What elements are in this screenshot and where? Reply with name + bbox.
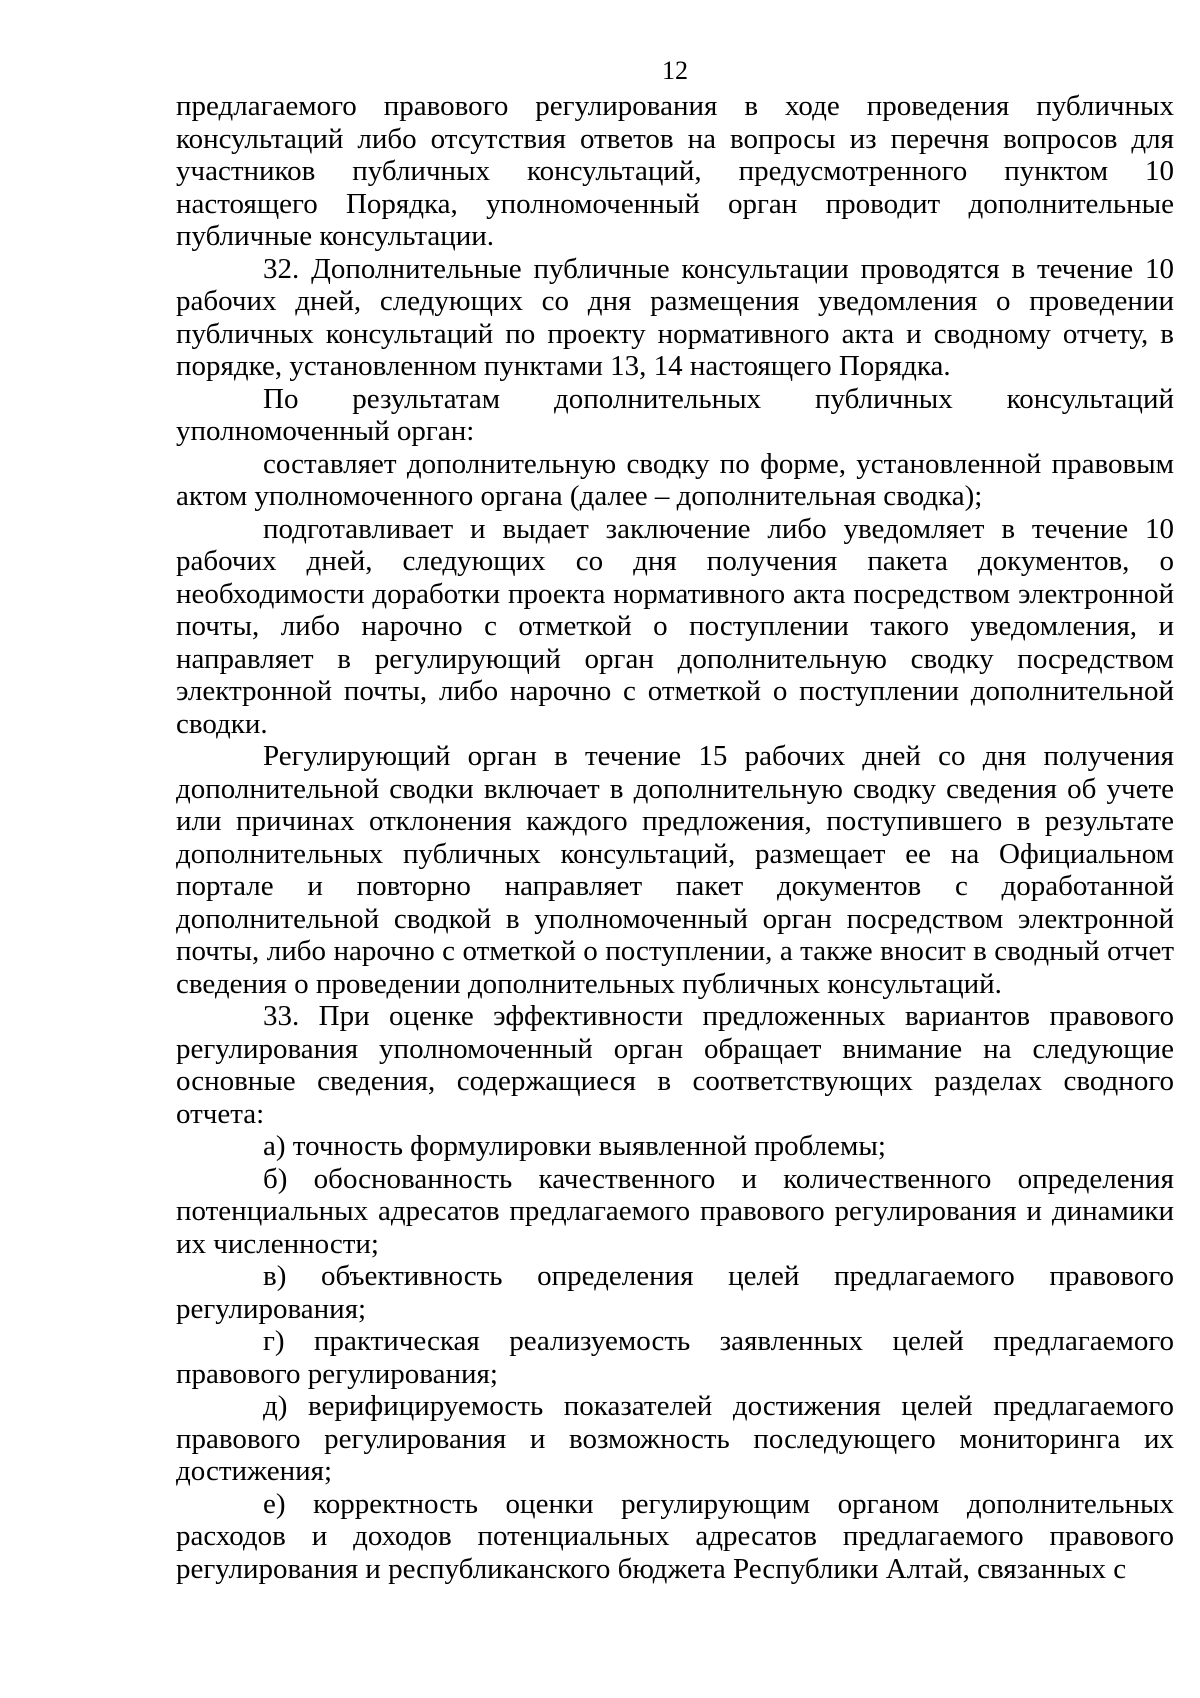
paragraph-compiles-summary: составляет дополнительную сводку по форме, установленной правовым актом уполномоченного органа (далее – дополнительная сводка); [176, 447, 1174, 512]
list-item-g: г) практическая реализуемость заявленных целей предлагаемого правового регулирования; [176, 1325, 1174, 1390]
paragraph-item-33: 33. При оценке эффективности предложенных вариантов правового регулирования уполномоченный орган обращает внимание на следующие основные сведения, содержащиеся в соответствующих разделах сводного отчета: [176, 1000, 1174, 1130]
document-body [176, 90, 1174, 1585]
paragraph-regulating-body: Регулирующий орган в течение 15 рабочих дней со дня получения дополнительной сводки включает в дополнительную сводку сведения об учете или причинах отклонения каждого предложения, поступившего в результате дополнительных публичных консультаций, размещает ее на Официальном портале и повторно направляет пакет документов с доработанной дополнительной сводкой в уполномоченный орган посредством электронной почты, либо нарочно с отметкой о поступлении, а также вносит в сводный отчет сведения о проведении дополнительных публичных консультаций. [176, 740, 1174, 1000]
paragraph-continuation: предлагаемого правового регулирования в ходе проведения публичных консультаций либо отсутствия ответов на вопросы из перечня вопросов для участников публичных консультаций, предусмотренного пунктом 10 настоящего Порядка, уполномоченный орган проводит дополнительные публичные консультации. [176, 90, 1174, 252]
paragraph-prepares-conclusion: подготавливает и выдает заключение либо уведомляет в течение 10 рабочих дней, следующих со дня получения пакета документов, о необходимости доработки проекта нормативного акта посредством электронной почты, либо нарочно с отметкой о поступлении такого уведомления, и направляет в регулирующий орган дополнительную сводку посредством электронной почты, либо нарочно с отметкой о поступлении дополнительной сводки. [176, 512, 1174, 740]
page-number: 12 [662, 56, 688, 85]
paragraph-item-32: 32. Дополнительные публичные консультации проводятся в течение 10 рабочих дней, следующих со дня размещения уведомления о проведении публичных консультаций по проекту нормативного акта и сводному отчету, в порядке, установленном пунктами 13, 14 настоящего Порядка. [176, 252, 1174, 382]
list-item-v: в) объективность определения целей предлагаемого правового регулирования; [176, 1260, 1174, 1325]
list-item-d: д) верифицируемость показателей достижения целей предлагаемого правового регулирования и возможность последующего мониторинга их достижения; [176, 1390, 1174, 1487]
paragraph-results: По результатам дополнительных публичных консультаций уполномоченный орган: [176, 382, 1174, 447]
list-item-b: б) обоснованность качественного и количественного определения потенциальных адресатов предлагаемого правового регулирования и динамики их численности; [176, 1162, 1174, 1260]
list-item-a: а) точность формулировки выявленной проблемы; [263, 1130, 886, 1162]
list-item-e: е) корректность оценки регулирующим органом дополнительных расходов и доходов потенциальных адресатов предлагаемого правового регулирования и республиканского бюджета Республики Алтай, связанных с [176, 1487, 1174, 1585]
